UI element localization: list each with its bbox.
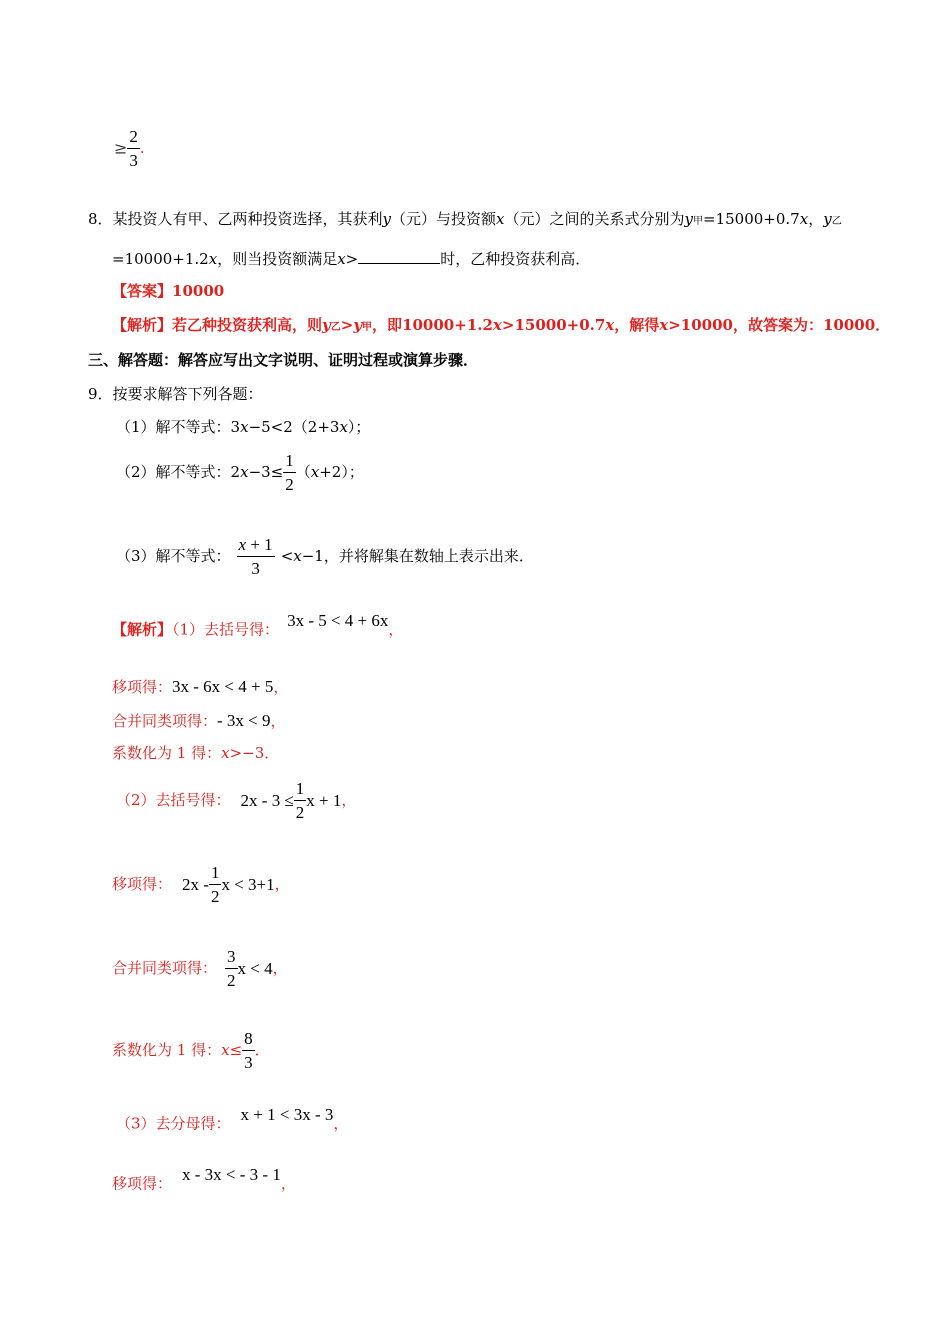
fraction: $\frac{x + 1}{3}$ bbox=[238, 535, 273, 578]
fraction: $\frac{2}{3}$ bbox=[129, 127, 138, 170]
fraction: $\frac{3}{2}$ bbox=[227, 947, 236, 990]
q7-tail: ≥ $\frac{2}{3}$ . bbox=[114, 127, 145, 170]
solution-step-9: （3）去分母得： x + 1 < 3x - 3， bbox=[116, 1105, 349, 1133]
solution-step-5: （2）去括号得： 2x - 3 ≤ $\frac{1}{2}$ x + 1， bbox=[116, 779, 357, 822]
solution-step-4: 系数化为 1 得：x>−3． bbox=[112, 744, 280, 762]
q9-part2: （2）解不等式：2x−3≤ $\frac{1}{2}$ （x+2）； bbox=[116, 451, 364, 494]
fraction: $\frac{1}{2}$ bbox=[210, 863, 220, 906]
q9-part3: （3）解不等式： $\frac{x + 1}{3}$ <x−1，并将解集在数轴上表示出来． bbox=[116, 535, 534, 578]
ge-sign: ≥ bbox=[114, 138, 128, 158]
fraction: $\frac{1}{2}$ bbox=[285, 451, 294, 494]
solution-step-2: 移项得：3x - 6x < 4 + 5， bbox=[112, 677, 289, 696]
solution-step-10: 移项得： x - 3x < - 3 - 1， bbox=[112, 1165, 296, 1193]
solution-step-6: 移项得： 2x - $\frac{1}{2}$ x < 3+1， bbox=[112, 863, 290, 906]
solution-step-8: 系数化为 1 得：x≤ $\frac{8}{3}$ ． bbox=[112, 1029, 270, 1072]
q8-analysis: 【解析】若乙种投资获利高，则y乙>y甲，即10000+1.2x>15000+0.7x，解得x>10000，故答案为：10000． bbox=[112, 316, 891, 334]
q9-title: 9．按要求解答下列各题： bbox=[88, 385, 263, 403]
fraction: $\frac{8}{3}$ bbox=[244, 1029, 253, 1072]
q8-line2: =10000+1.2x，则当投资额满足x> 时，乙种投资获利高． bbox=[112, 250, 591, 268]
section-heading: 三、解答题：解答应写出文字说明、证明过程或演算步骤． bbox=[88, 351, 479, 369]
q9-part1: （1）解不等式：3x−5<2（2+3x）； bbox=[116, 418, 371, 436]
q8-line1: 8．某投资人有甲、乙两种投资选择，其获利y（元）与投资额x（元）之间的关系式分别为y甲=15000+0.7x，y乙 bbox=[88, 210, 842, 228]
solution-step-1: 【解析】（1）去括号得： 3x - 5 < 4 + 6x， bbox=[112, 611, 404, 639]
answer-blank bbox=[358, 249, 440, 264]
fraction: $\frac{1}{2}$ bbox=[295, 779, 305, 822]
solution-step-7: 合并同类项得： $\frac{3}{2}$ x < 4， bbox=[112, 947, 288, 990]
solution-step-3: 合并同类项得：- 3x < 9， bbox=[112, 711, 286, 730]
q8-answer: 【答案】10000 bbox=[112, 282, 225, 300]
